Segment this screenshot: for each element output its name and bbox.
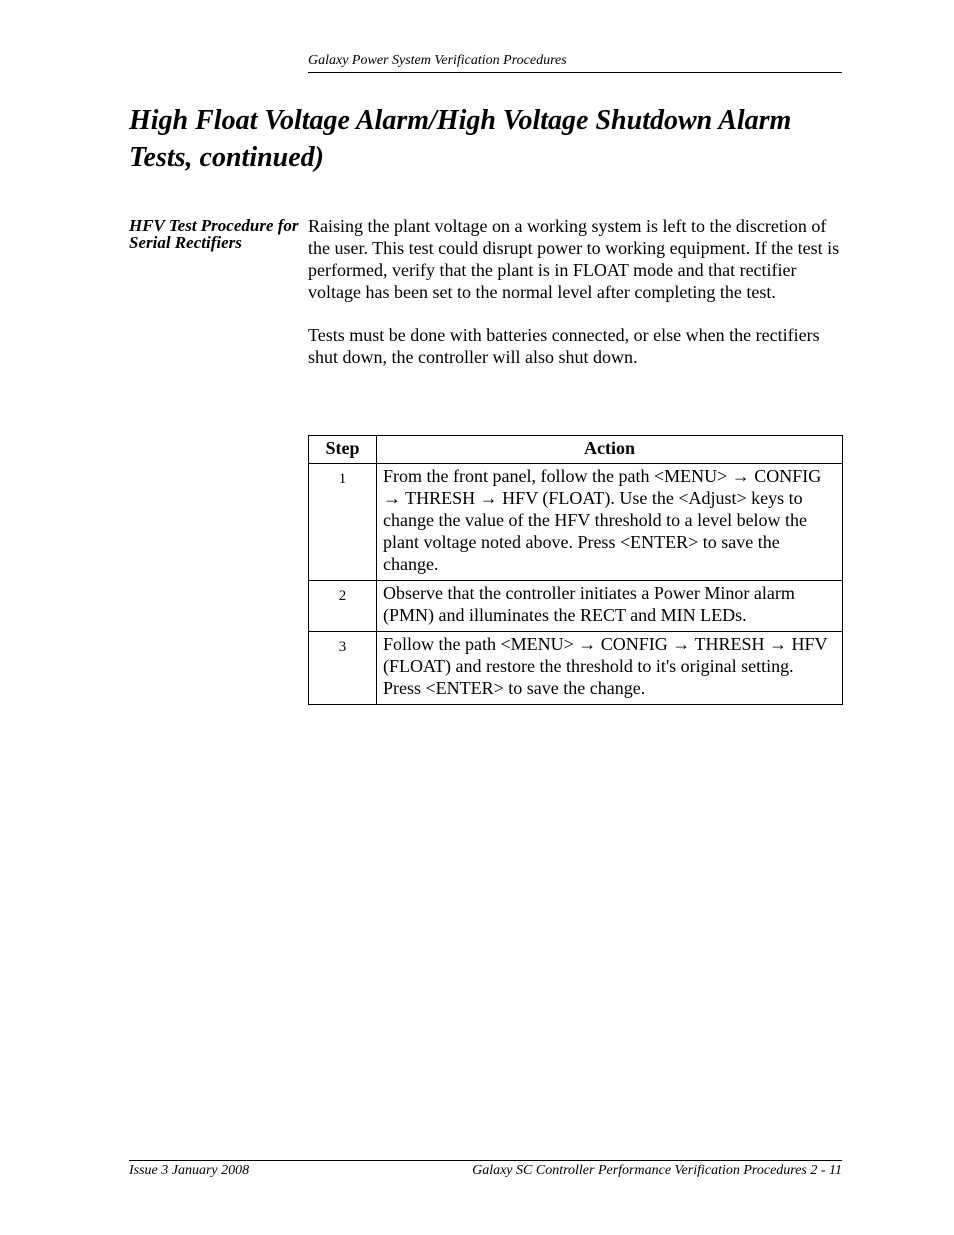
body-paragraph-1: Raising the plant voltage on a working system is left to the discretion of the user. This test could disrupt power to working equipment. If the test is performed, verify that the plant is in FLOAT mode and that rectifier voltage has been set to the normal level after completing the test. [308,216,840,302]
step-action: From the front panel, follow the path <MENU> → CONFIG → THRESH → HFV (FLOAT). Use the <Adjust> keys to change the value of the HFV threshold to a level below the plant voltage noted above. Press <ENTER> to save the change. [377,464,843,581]
step-action: Observe that the controller initiates a Power Minor alarm (PMN) and illuminates the RECT and MIN LEDs. [377,581,843,632]
column-header-action: Action [377,436,843,464]
step-number: 2 [309,581,377,632]
header-rule [308,72,842,73]
table-row [309,464,843,581]
table-row [309,581,843,632]
running-header: Galaxy Power System Verification Procedures [308,53,567,68]
body-paragraph-2: Tests must be done with batteries connected, or else when the rectifiers shut down, the controller will also shut down. [308,325,820,367]
step-action: Follow the path <MENU> → CONFIG → THRESH → HFV (FLOAT) and restore the threshold to it's original setting. Press <ENTER> to save the change. [377,632,843,705]
table-row [309,632,843,705]
footer-document-title-page: Galaxy SC Controller Performance Verification Procedures 2 - 11 [472,1163,842,1178]
column-header-step: Step [309,436,377,464]
footer-rule [129,1160,842,1161]
step-number: 3 [309,632,377,705]
step-number: 1 [309,464,377,581]
footer-issue-date: Issue 3 January 2008 [129,1163,250,1178]
procedure-table [308,435,843,705]
side-heading: HFV Test Procedure for Serial Rectifiers [129,216,299,252]
page-title: High Float Voltage Alarm/High Voltage Shutdown Alarm Tests, continued) [129,105,792,173]
table-header-row [309,436,843,464]
